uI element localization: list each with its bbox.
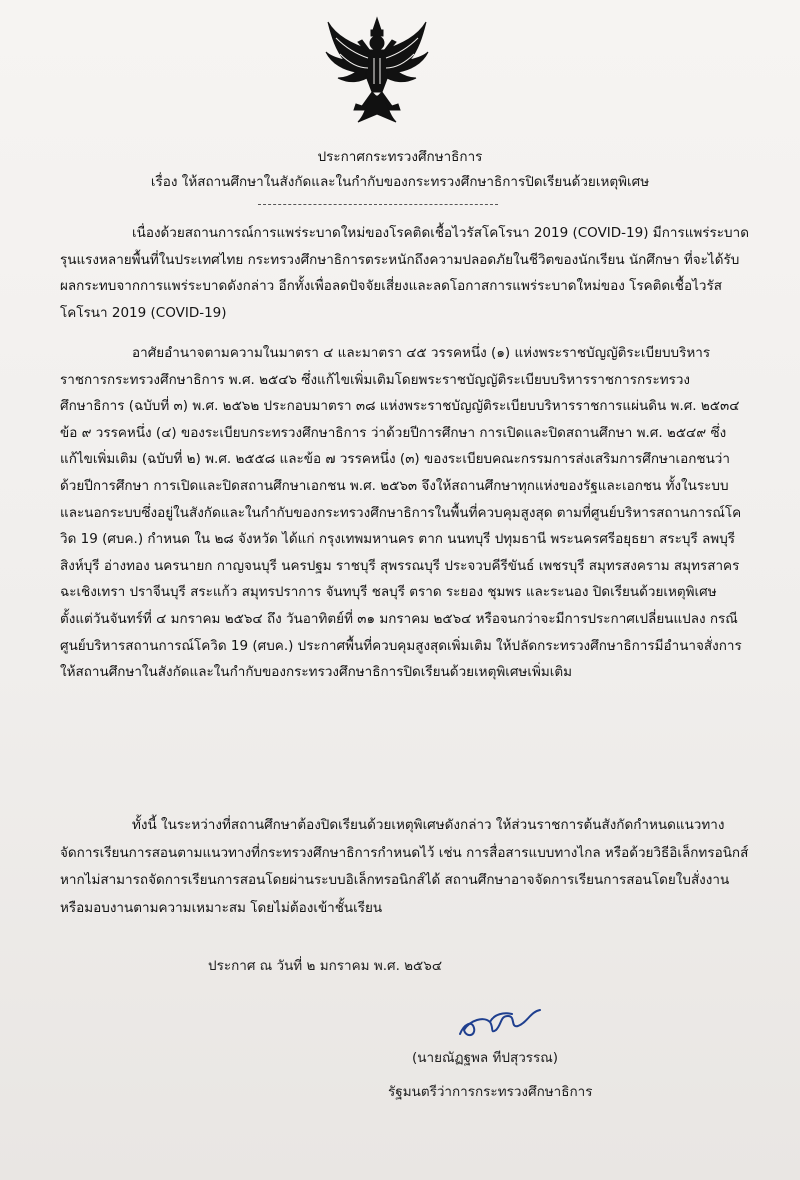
signature-mark: [450, 1002, 560, 1042]
signer-name: (นายณัฏฐพล ทีปสุวรรณ): [412, 1050, 559, 1066]
paragraph-teaching-guidance: ทั้งนี้ ในระหว่างที่สถานศึกษาต้องปิดเรียนด้วยเหตุพิเศษดังกล่าว ให้ส่วนราชการต้นสังกัดกำหนดแนวทางจัดการเรียนการสอนตามแนวทางที่กระทรวงศึกษาธิการกำหนดไว้ เช่น การสื่อสารแบบทางไกล หรือด้วยวิธีอิเล็กทรอนิกส์ หากไม่สามารถจัดการเรียนการสอนโดยผ่านระบบอิเล็กทรอนิกส์ได้ สถานศึกษาอาจจัดการเรียนการสอนโดยใบสั่งงานหรือมอบงานตามความเหมาะสม โดยไม่ต้องเข้าชั้นเรียน: [60, 817, 749, 916]
announcement-date: ประกาศ ณ วันที่ ๒ มกราคม พ.ศ. ๒๕๖๔: [208, 958, 443, 974]
garuda-emblem-icon: [322, 14, 432, 124]
announcement-issuer: ประกาศกระทรวงศึกษาธิการ: [317, 149, 483, 165]
divider: [258, 204, 498, 205]
paragraph-legal-basis: อาศัยอำนาจตามความในมาตรา ๔ และมาตรา ๔๕ วรรคหนึ่ง (๑) แห่งพระราชบัญญัติระเบียบบริหารราชการกระทรวงศึกษาธิการ พ.ศ. ๒๕๔๖ ซึ่งแก้ไขเพิ่มเติมโดยพระราชบัญญัติระเบียบบริหารราชการกระทรวงศึกษาธิการ (ฉบับที่ ๓) พ.ศ. ๒๕๖๒ ประกอบมาตรา ๓๘ แห่งพระราชบัญญัติระเบียบบริหารราชการแผ่นดิน พ.ศ. ๒๕๓๔ ข้อ ๙ วรรคหนึ่ง (๔) ของระเบียบกระทรวงศึกษาธิการ ว่าด้วยปีการศึกษา การเปิดและปิดสถานศึกษา พ.ศ. ๒๕๔๙ ซึ่งแก้ไขเพิ่มเติม (ฉบับที่ ๒) พ.ศ. ๒๕๕๘ และข้อ ๗ วรรคหนึ่ง (๓) ของระเบียบคณะกรรมการส่งเสริมการศึกษาเอกชนว่าด้วยปีการศึกษา การเปิดและปิดสถานศึกษาเอกชน พ.ศ. ๒๕๖๓ จึงให้สถานศึกษาทุกแห่งของรัฐและเอกชน ทั้งในระบบและนอกระบบซึ่งอยู่ในสังกัดและในกำกับของกระทรวงศึกษาธิการในพื้นที่ควบคุมสูงสุด ตามที่ศูนย์บริหารสถานการณ์โควิด 19 (ศบค.) กำหนด ใน ๒๘ จังหวัด ได้แก่ กรุงเทพมหานคร ตาก นนทบุรี ปทุมธานี พระนครศรีอยุธยา สระบุรี ลพบุรี สิงห์บุรี อ่างทอง นครนายก กาญจนบุรี นครปฐม ราชบุรี สุพรรณบุรี ประจวบคีรีขันธ์ เพชรบุรี สมุทรสงคราม สมุทรสาคร ฉะเชิงเทรา ปราจีนบุรี สระแก้ว สมุทรปราการ จันทบุรี ชลบุรี ตราด ระยอง ชุมพร และระนอง ปิดเรียนด้วยเหตุพิเศษ ตั้งแต่วันจันทร์ที่ ๔ มกราคม ๒๕๖๔ ถึง วันอาทิตย์ที่ ๓๑ มกราคม ๒๕๖๔ หรือจนกว่าจะมีการประกาศเปลี่ยนแปลง กรณีศูนย์บริหารสถานการณ์โควิด 19 (ศบค.) ประกาศพื้นที่ควบคุมสูงสุดเพิ่มเติม ให้ปลัดกระทรวงศึกษาธิการมีอำนาจสั่งการให้สถานศึกษาในสังกัดและในกำกับของกระทรวงศึกษาธิการปิดเรียนด้วยเหตุพิเศษเพิ่มเติม: [60, 345, 742, 681]
signer-title: รัฐมนตรีว่าการกระทรวงศึกษาธิการ: [388, 1084, 593, 1100]
announcement-subject: เรื่อง ให้สถานศึกษาในสังกัดและในกำกับของกระทรวงศึกษาธิการปิดเรียนด้วยเหตุพิเศษ: [150, 174, 650, 190]
paragraph-background: เนื่องด้วยสถานการณ์การแพร่ระบาดใหม่ของโรคติดเชื้อไวรัสโคโรนา 2019 (COVID-19) มีการแพร่ระบาดรุนแรงหลายพื้นที่ในประเทศไทย กระทรวงศึกษาธิการตระหนักถึงความปลอดภัยในชีวิตของนักเรียน นักศึกษา ที่จะได้รับผลกระทบจากการแพร่ระบาดดังกล่าว อีกทั้งเพื่อลดปัจจัยเสี่ยงและลดโอกาสการแพร่ระบาดใหม่ของ โรคติดเชื้อไวรัสโคโรนา 2019 (COVID-19): [60, 225, 749, 321]
